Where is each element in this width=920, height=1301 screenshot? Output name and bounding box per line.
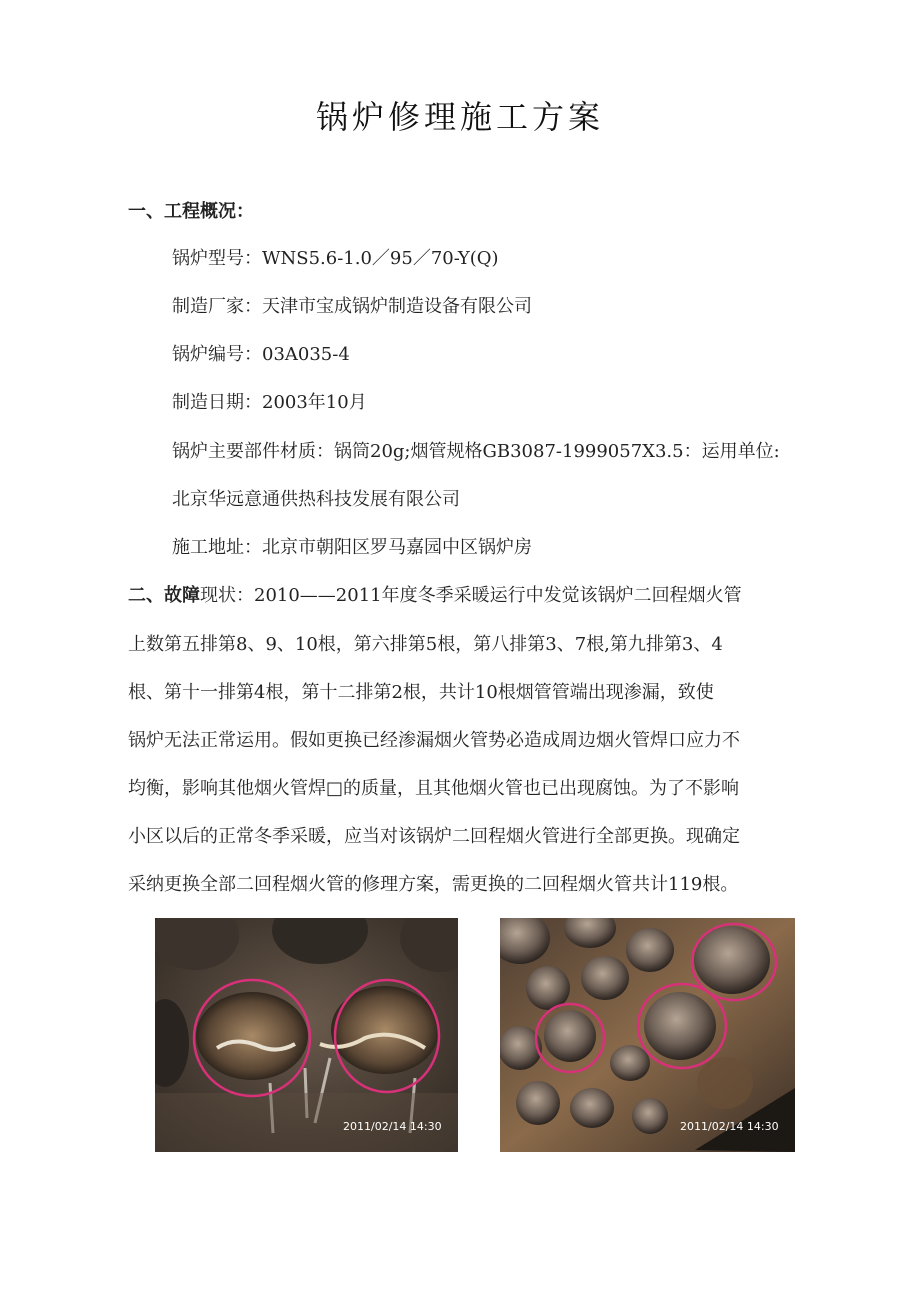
fault-paragraph-line-7: 采纳更换全部二回程烟火管的修理方案，需更换的二回程烟火管共计119根。: [128, 874, 739, 895]
component-materials: 锅炉主要部件材质：锅筒20g;烟管规格GB3087-1999057X3.5：运用单位:: [172, 441, 780, 462]
section2-heading: 故障: [164, 585, 200, 606]
fault-text-1: 现状：2010——2011年度冬季采暖运行中发觉该锅炉二回程烟火管: [200, 585, 742, 606]
boiler-serial: 锅炉编号：03A035-4: [172, 344, 350, 365]
manufacturer: 制造厂家：天津市宝成锅炉制造设备有限公司: [172, 296, 532, 317]
section2-number: 二、: [128, 585, 164, 606]
tube-sheet-photo-1: [155, 918, 458, 1152]
user-unit: 北京华远意通供热科技发展有限公司: [172, 489, 460, 510]
fault-paragraph-line-2: 上数第五排第8、9、10根，第六排第5根，第八排第3、7根,第九排第3、4: [128, 634, 723, 655]
section1-heading: 一、工程概况：: [128, 201, 254, 222]
boiler-model: 锅炉型号：WNS5.6-1.0／95／70-Y(Q): [172, 248, 499, 269]
fault-paragraph-line-3: 根、第十一排第4根，第十二排第2根，共计10根烟管管端出现渗漏，致使: [128, 682, 714, 703]
fault-paragraph-line-4: 锅炉无法正常运用。假如更换已经渗漏烟火管势必造成周边烟火管焊口应力不: [128, 730, 740, 751]
tube-sheet-photo-2: [500, 918, 795, 1152]
manufacture-date: 制造日期：2003年10月: [172, 392, 367, 413]
fault-paragraph-line-5: 均衡，影响其他烟火管焊□的质量，且其他烟火管也已出现腐蚀。为了不影响: [128, 778, 740, 799]
fault-paragraph-line-6: 小区以后的正常冬季采暖，应当对该锅炉二回程烟火管进行全部更换。现确定: [128, 826, 740, 847]
page-title: 锅炉修理施工方案: [315, 98, 604, 136]
photo-2-timestamp: 2011/02/14 14:30: [680, 1120, 779, 1133]
construction-site: 施工地址：北京市朝阳区罗马嘉园中区锅炉房: [172, 537, 532, 558]
fault-paragraph-line-1: [128, 584, 742, 608]
photo-1-timestamp: 2011/02/14 14:30: [343, 1120, 442, 1133]
